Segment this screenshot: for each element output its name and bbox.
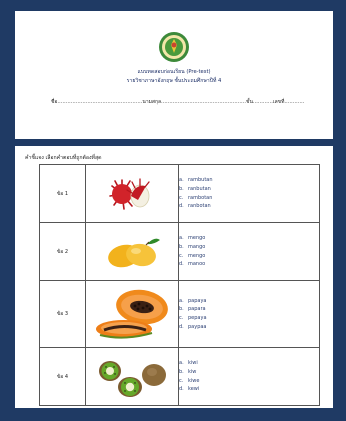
answer-option[interactable]: a. kiwi <box>179 360 198 367</box>
question-number: ข้อ 4 <box>40 348 86 406</box>
answer-option[interactable]: c. pepaya <box>179 315 207 321</box>
question-row <box>40 165 320 223</box>
question-page <box>15 146 333 408</box>
mango-icon <box>103 232 161 272</box>
kiwi-icon <box>94 355 170 399</box>
question-image-cell <box>86 281 179 348</box>
answer-option[interactable]: d. paypaa <box>179 323 207 330</box>
answer-option[interactable]: a. mengo <box>179 235 206 242</box>
answer-options <box>179 223 320 281</box>
answer-option[interactable]: a. papaya <box>179 297 207 304</box>
answer-option[interactable]: a. rambutan <box>179 177 213 184</box>
answer-option[interactable]: b. kiw <box>179 368 197 375</box>
answer-option[interactable]: d. manoo <box>179 261 206 268</box>
question-number: ข้อ 3 <box>40 281 86 348</box>
answer-option[interactable]: d. ranbotan <box>179 203 211 210</box>
question-image-cell <box>86 223 179 281</box>
question-row <box>40 223 320 281</box>
question-number: ข้อ 2 <box>40 223 86 281</box>
question-image-cell <box>86 165 179 223</box>
question-row <box>40 348 320 406</box>
answer-option[interactable]: c. mengo <box>179 252 206 259</box>
answer-option[interactable]: d. kewi <box>179 386 200 393</box>
student-info-line: ชื่อ……………………………………………นามสกุล……………………………………………ชั้น…………เลขที่………… <box>51 99 305 105</box>
school-logo-icon <box>158 31 190 63</box>
question-table <box>39 164 320 406</box>
answer-option[interactable]: b. ranbutan <box>179 185 211 192</box>
answer-option[interactable]: b. mango <box>179 243 206 250</box>
question-row <box>40 281 320 348</box>
answer-options <box>179 281 320 348</box>
document-header <box>15 11 333 139</box>
question-number: ข้อ 1 <box>40 165 86 223</box>
papaya-icon <box>90 285 174 343</box>
question-image-cell <box>86 348 179 406</box>
answer-option[interactable]: c. kiwe <box>179 377 200 384</box>
answer-option[interactable]: b. papara <box>179 306 206 313</box>
answer-options <box>179 165 320 223</box>
answer-options <box>179 348 320 406</box>
instructions-text: คำชี้แจง เลือกคำตอบที่ถูกต้องที่สุด <box>25 155 102 161</box>
test-title: แบบทดสอบก่อนเรียน (Pre-test) <box>137 69 211 75</box>
answer-option[interactable]: c. rambotan <box>179 194 213 201</box>
test-subtitle: รายวิชาภาษาอังกฤษ ชั้นประถมศึกษาปีที่ 4 <box>126 78 222 84</box>
rambutan-icon <box>102 172 162 216</box>
